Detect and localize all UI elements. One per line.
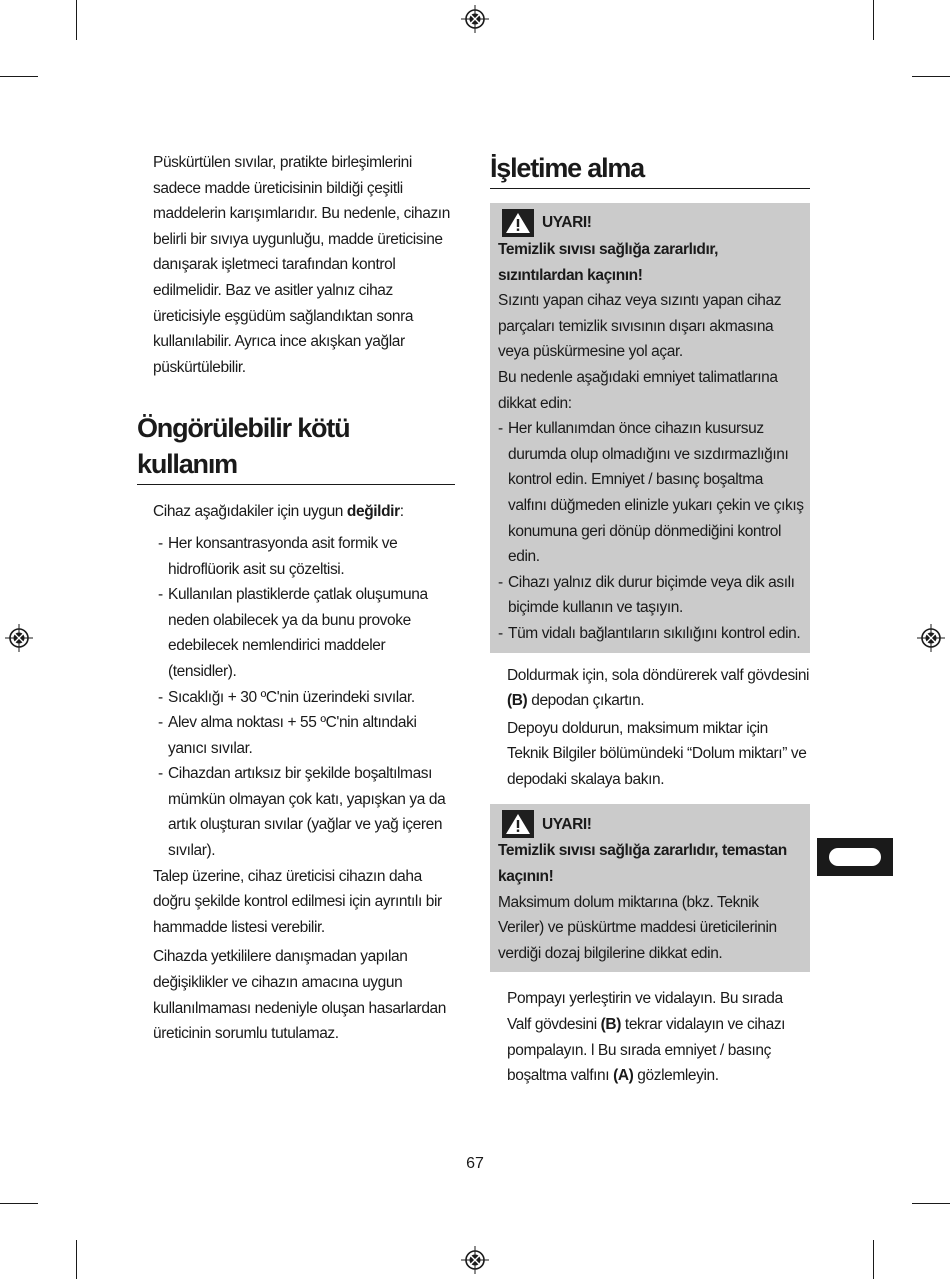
pump-text: gözlemleyin. [633,1067,719,1085]
list-item: - Her kullanımdan önce cihazın kusursuz durumda olup olmadığını ve sızdırmazlığını kontrol edin. Emniyet / basınç boşaltma valfını düğmeden elinizle yukarı çekin ve çıkış konumuna geri dönüp dönmediğini kontrol edin. [498,416,804,570]
language-tab-pill [829,848,881,866]
registration-mark-icon [917,624,945,652]
part-label-b: (B) [600,1016,621,1034]
section-heading-startup: İşletime alma [490,150,810,189]
filling-instructions [490,663,810,793]
warning-box-leak [490,203,810,653]
warning-triangle-icon [502,209,534,237]
liability-paragraph: Cihazda yetkililere danışmadan yapılan değişiklikler ve cihazın amacına uygun kullanılmaması nedeniyle oluşan hasarlardan üreticinin sorumlu tutulamaz. [153,948,446,1043]
left-column [137,150,455,1047]
warning-title [498,810,804,838]
warning-box-contact [490,804,810,972]
fill-step-1 [507,663,810,714]
warning-list [498,416,804,646]
crop-mark [0,76,38,77]
misuse-lead-text: Cihaz aşağıdakiler için uygun [153,503,347,521]
crop-mark [76,0,77,40]
warning-subtitle: Temizlik sıvısı sağlığa zararlıdır, temastan kaçının! [498,842,787,886]
part-label-a: (A) [613,1067,634,1085]
page-number: 67 [466,1155,484,1172]
crop-mark [76,1240,77,1279]
registration-mark-icon [461,5,489,33]
fill-text: Doldurmak için, sola döndürerek valf gövdesini [507,666,810,684]
material-list-paragraph: Talep üzerine, cihaz üreticisi cihazın daha doğru şekilde kontrol edilmesi için ayrıntılı bir hammadde listesi verebilir. [153,867,442,936]
list-item: - Tüm vidalı bağlantıların sıkılığını kontrol edin. [498,621,804,647]
crop-mark [0,1203,38,1204]
crop-mark [912,76,950,77]
warning-title [498,209,804,237]
right-column [490,150,810,1089]
warning-text: Sızıntı yapan cihaz veya sızıntı yapan cihaz parçaları temizlik sıvısının dışarı akmasına veya püskürmesine yol açar. [498,292,782,361]
warning-label: UYARI! [542,815,592,833]
warning-text: Maksimum dolum miktarına (bkz. Teknik Veriler) ve püskürtme maddesi üreticilerinin verdiği dozaj bilgilerine dikkat edin. [498,893,777,962]
intro-paragraph: Püskürtülen sıvılar, pratikte birleşimlerini sadece madde üreticisinin bildiği çeşitli maddelerin karışımlarıdır. Bu nedenle, cihazın belirli bir sıvıya uygunluğu, madde üreticisine danışarak işletmeci tarafından kontrol edilmelidir. Baz ve asitler yalnız cihaz üreticisiyle eşgüdüm sağlandıktan sonra kullanılabilir. Ayrıca ince akışkan yağlar püskürtülebilir. [153,154,450,376]
list-item: - Cihazı yalnız dik durur biçimde veya dik asılı biçimde kullanın ve taşıyın. [498,570,804,621]
list-item: - Cihazdan artıksız bir şekilde boşaltılması mümkün olmayan çok katı, yapışkan ya da artık oluşturan sıvılar (yağlar ve yağ içeren sıvılar). [158,761,455,863]
part-label-b: (B) [507,692,528,710]
warning-text: Bu nedenle aşağıdaki emniyet talimatlarına dikkat edin: [498,368,778,412]
list-item: - Her konsantrasyonda asit formik ve hidroflüorik asit su çözeltisi. [158,531,455,582]
misuse-lead-end: : [399,503,404,521]
warning-label: UYARI! [542,214,592,232]
registration-mark-icon [5,624,33,652]
misuse-list [137,531,455,864]
pump-instructions [490,986,810,1088]
list-item: - Alev alma noktası + 55 ºC'nin altındaki yanıcı sıvılar. [158,710,455,761]
section-heading-misuse: Öngörülebilir kötü kullanım [137,410,455,485]
registration-mark-icon [461,1246,489,1274]
fill-text: depodan çıkartın. [527,692,645,710]
crop-mark [912,1203,950,1204]
misuse-lead-bold: değildir [346,503,400,521]
crop-mark [873,0,874,40]
pump-step [507,986,810,1088]
language-tab [817,838,893,876]
warning-triangle-icon [502,810,534,838]
warning-subtitle: Temizlik sıvısı sağlığa zararlıdır, sızıntılardan kaçının! [498,241,719,284]
list-item: - Sıcaklığı + 30 ºC'nin üzerindeki sıvılar. [158,685,455,711]
pump-text: Pompayı yerleştirin ve vidalayın. Bu sırada Valf gövdesini [507,990,783,1034]
misuse-lead [137,499,455,525]
fill-step-2: Depoyu doldurun, maksimum miktar için Teknik Bilgiler bölümündeki “Dolum miktarı” ve depodaki skalaya bakın. [507,719,807,788]
crop-mark [873,1240,874,1279]
pump-text: tekrar vidalayın ve cihazı pompalayın. l Bu sırada emniyet / basınç boşaltma valfını [507,1016,786,1085]
list-item: - Kullanılan plastiklerde çatlak oluşumuna neden olabilecek ya da bunu provoke edebilecek nemlendirici maddeler (tensidler). [158,582,455,684]
